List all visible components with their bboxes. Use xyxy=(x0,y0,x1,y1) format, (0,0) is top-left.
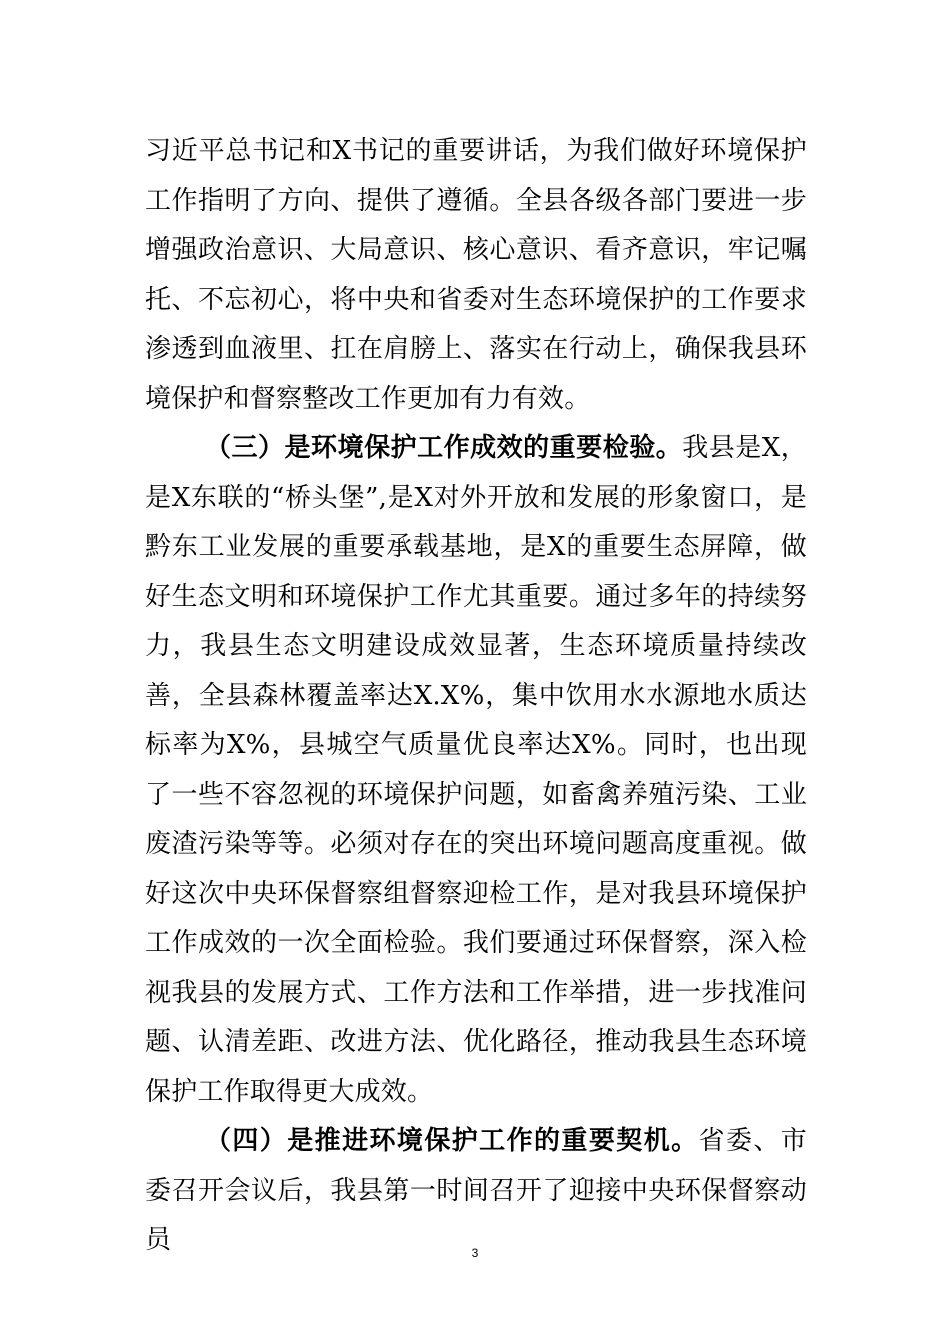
paragraph-3-text: 省委、市委召开会议后，我县第一时间召开了迎接中央环保督察动员 xyxy=(145,1126,807,1255)
document-body xyxy=(145,127,807,1266)
paragraph-1-text: 习近平总书记和X书记的重要讲话，为我们做好环境保护工作指明了方向、提供了遵循。全县各级各部门要进一步增强政治意识、大局意识、核心意识、看齐意识，牢记嘱托、不忘初心，将中央和省委对生态环境保护的工作要求渗透到血液里、扛在肩膀上、落实在行动上，确保我县环境保护和督察整改工作更加有力有效。 xyxy=(145,136,807,414)
paragraph-3 xyxy=(145,1117,807,1266)
section-heading-4: （四）是推进环境保护工作的重要契机。 xyxy=(205,1126,699,1156)
paragraph-2-text: 我县是X，是X东联的“桥头堡”,是X对外开放和发展的形象窗口，是黔东工业发展的重要承载基地，是X的重要生态屏障，做好生态文明和环境保护工作尤其重要。通过多年的持续努力，我县生态文明建设成效显著，生态环境质量持续改善，全县森林覆盖率达X.X%，集中饮用水水源地水质达标率为X%，县城空气质量优良率达X%。同时，也出现了一些不容忽视的环境保护问题，如畜禽养殖污染、工业废渣污染等等。必须对存在的突出环境问题高度重视。做好这次中央环保督察组督察迎检工作，是对我县环境保护工作成效的一次全面检验。我们要通过环保督察，深入检视我县的发展方式、工作方法和工作举措，进一步找准问题、认清差距、改进方法、优化路径，推动我县生态环境保护工作取得更大成效。 xyxy=(145,433,807,1107)
paragraph-1 xyxy=(145,127,807,424)
page-number: 3 xyxy=(471,1246,479,1260)
section-heading-3: （三）是环境保护工作成效的重要检验。 xyxy=(205,433,683,463)
paragraph-2 xyxy=(145,424,807,1117)
